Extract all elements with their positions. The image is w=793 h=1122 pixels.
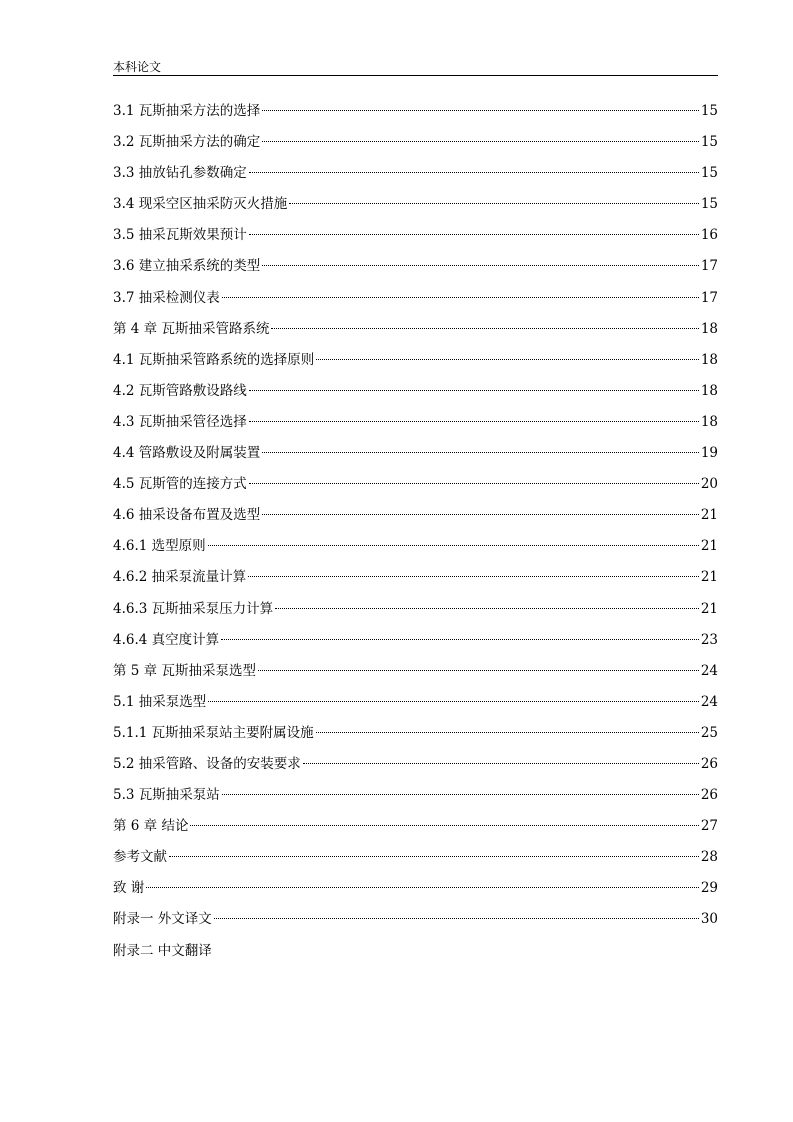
toc-entry[interactable] (113, 625, 718, 656)
toc-entry-page-number: 15 (700, 134, 718, 151)
toc-entry[interactable] (113, 811, 718, 842)
toc-dot-leader (258, 670, 699, 671)
toc-entry[interactable] (113, 158, 718, 189)
toc-entry[interactable] (113, 531, 718, 562)
toc-dot-leader (146, 887, 699, 888)
toc-entry-page-number: 18 (700, 351, 718, 368)
toc-dot-leader (208, 545, 699, 546)
toc-entry[interactable] (113, 749, 718, 780)
toc-entry[interactable] (113, 780, 718, 811)
toc-dot-leader (275, 608, 699, 609)
toc-dot-leader (222, 297, 699, 298)
toc-entry-page-number: 24 (700, 662, 718, 679)
toc-entry-page-number: 26 (700, 787, 718, 804)
toc-dot-leader (262, 141, 699, 142)
toc-entry-page-number: 16 (700, 227, 718, 244)
toc-entry[interactable] (113, 220, 718, 251)
toc-entry-label: 3.2 瓦斯抽采方法的确定 (113, 134, 261, 151)
toc-entry-label: 第 6 章 结论 (113, 818, 189, 835)
toc-entry-label: 4.6.3 瓦斯抽采泵压力计算 (113, 600, 274, 617)
toc-entry-page-number: 15 (700, 165, 718, 182)
toc-entry-label: 5.1.1 瓦斯抽采泵站主要附属设施 (113, 724, 314, 741)
toc-entry-page-number: 25 (700, 724, 718, 741)
toc-entry-page-number: 21 (700, 600, 718, 617)
toc-entry-page-number: 18 (700, 320, 718, 337)
toc-dot-leader (316, 732, 699, 733)
toc-entry-page-number: 15 (700, 103, 718, 119)
toc-entry-label: 3.4 现采空区抽采防灭火措施 (113, 196, 288, 213)
toc-dot-leader (249, 234, 699, 235)
toc-entry-page-number: 26 (700, 755, 718, 772)
toc-entry-page-number: 20 (700, 476, 718, 493)
toc-entry-label: 5.2 抽采管路、设备的安装要求 (113, 755, 301, 772)
toc-entry-page-number: 21 (700, 507, 718, 524)
toc-entry[interactable] (113, 376, 718, 407)
toc-entry[interactable] (113, 189, 718, 220)
toc-entry-page-number: 30 (700, 911, 718, 928)
toc-entry[interactable] (113, 687, 718, 718)
toc-dot-leader (303, 763, 699, 764)
toc-entry-label: 5.3 瓦斯抽采泵站 (113, 787, 220, 804)
toc-entry[interactable] (113, 283, 718, 314)
toc-entry[interactable] (113, 594, 718, 625)
toc-dot-leader (248, 576, 699, 577)
toc-entry-page-number: 17 (700, 258, 718, 275)
toc-entry[interactable] (113, 718, 718, 749)
toc-entry[interactable] (113, 656, 718, 687)
toc-entry-label: 4.2 瓦斯管路敷设路线 (113, 382, 247, 399)
toc-entry[interactable] (113, 438, 718, 469)
toc-entry-label: 3.6 建立抽采系统的类型 (113, 258, 261, 275)
toc-entry-label: 3.7 抽采检测仪表 (113, 289, 220, 306)
table-of-contents (113, 96, 718, 967)
toc-entry-label: 3.5 抽采瓦斯效果预计 (113, 227, 247, 244)
toc-dot-leader (249, 172, 699, 173)
toc-entry-page-number: 23 (700, 631, 718, 648)
toc-entry-label: 4.6.2 抽采泵流量计算 (113, 569, 247, 586)
toc-dot-leader (169, 856, 699, 857)
toc-entry[interactable] (113, 842, 718, 873)
toc-entry[interactable] (113, 314, 718, 345)
toc-entry[interactable] (113, 345, 718, 376)
toc-dot-leader (316, 359, 699, 360)
toc-entry-label: 4.4 管路敷设及附属装置 (113, 445, 261, 462)
toc-entry-label: 5.1 抽采泵选型 (113, 693, 207, 710)
toc-entry-page-number: 17 (700, 289, 718, 306)
toc-entry-label: 4.5 瓦斯管的连接方式 (113, 476, 247, 493)
toc-dot-leader (221, 639, 699, 640)
toc-entry-page-number: 19 (700, 445, 718, 462)
toc-entry-page-number: 18 (700, 413, 718, 430)
toc-entry-label: 附录一 外文译文 (113, 911, 212, 928)
toc-entry[interactable] (113, 873, 718, 904)
toc-entry[interactable] (113, 127, 718, 158)
toc-entry-page-number: 24 (700, 693, 718, 710)
toc-dot-leader (249, 390, 699, 391)
toc-entry-label: 4.6 抽采设备布置及选型 (113, 507, 261, 524)
toc-entry-label: 3.1 瓦斯抽采方法的选择 (113, 103, 261, 119)
toc-dot-leader (262, 514, 699, 515)
toc-dot-leader (222, 794, 699, 795)
toc-entry[interactable] (113, 251, 718, 282)
toc-dot-leader (262, 452, 699, 453)
toc-dot-leader (289, 203, 699, 204)
toc-entry-label: 4.6.1 选型原则 (113, 538, 206, 555)
toc-entry-label: 4.6.4 真空度计算 (113, 631, 220, 648)
toc-entry[interactable] (113, 96, 718, 127)
toc-entry[interactable] (113, 936, 718, 967)
toc-entry-page-number: 15 (700, 196, 718, 213)
toc-entry[interactable] (113, 407, 718, 438)
toc-entry-page-number: 21 (700, 569, 718, 586)
toc-dot-leader (208, 701, 699, 702)
toc-entry-label: 附录二 中文翻译 (113, 942, 212, 959)
toc-entry-label: 第 5 章 瓦斯抽采泵选型 (113, 662, 256, 679)
toc-entry-page-number: 18 (700, 382, 718, 399)
toc-entry-label: 4.1 瓦斯抽采管路系统的选择原则 (113, 351, 315, 368)
header-divider (113, 75, 718, 76)
toc-entry[interactable] (113, 500, 718, 531)
toc-dot-leader (271, 328, 698, 329)
toc-dot-leader (190, 825, 698, 826)
toc-entry-label: 第 4 章 瓦斯抽采管路系统 (113, 320, 270, 337)
toc-entry-label: 参考文献 (113, 849, 167, 866)
toc-entry-page-number: 28 (700, 849, 718, 866)
toc-entry[interactable] (113, 904, 718, 935)
toc-dot-leader (262, 265, 699, 266)
toc-entry-page-number: 29 (700, 880, 718, 897)
toc-dot-leader (249, 421, 699, 422)
toc-entry-page-number: 21 (700, 538, 718, 555)
toc-dot-leader (249, 483, 699, 484)
page-header-title: 本科论文 (113, 60, 162, 74)
toc-dot-leader (214, 918, 699, 919)
toc-dot-leader (262, 110, 699, 111)
toc-entry[interactable] (113, 562, 718, 593)
toc-entry[interactable] (113, 469, 718, 500)
toc-entry-label: 4.3 瓦斯抽采管径选择 (113, 413, 247, 430)
toc-entry-label: 3.3 抽放钻孔参数确定 (113, 165, 247, 182)
toc-entry-label: 致 谢 (113, 880, 145, 897)
toc-entry-page-number: 27 (700, 818, 718, 835)
